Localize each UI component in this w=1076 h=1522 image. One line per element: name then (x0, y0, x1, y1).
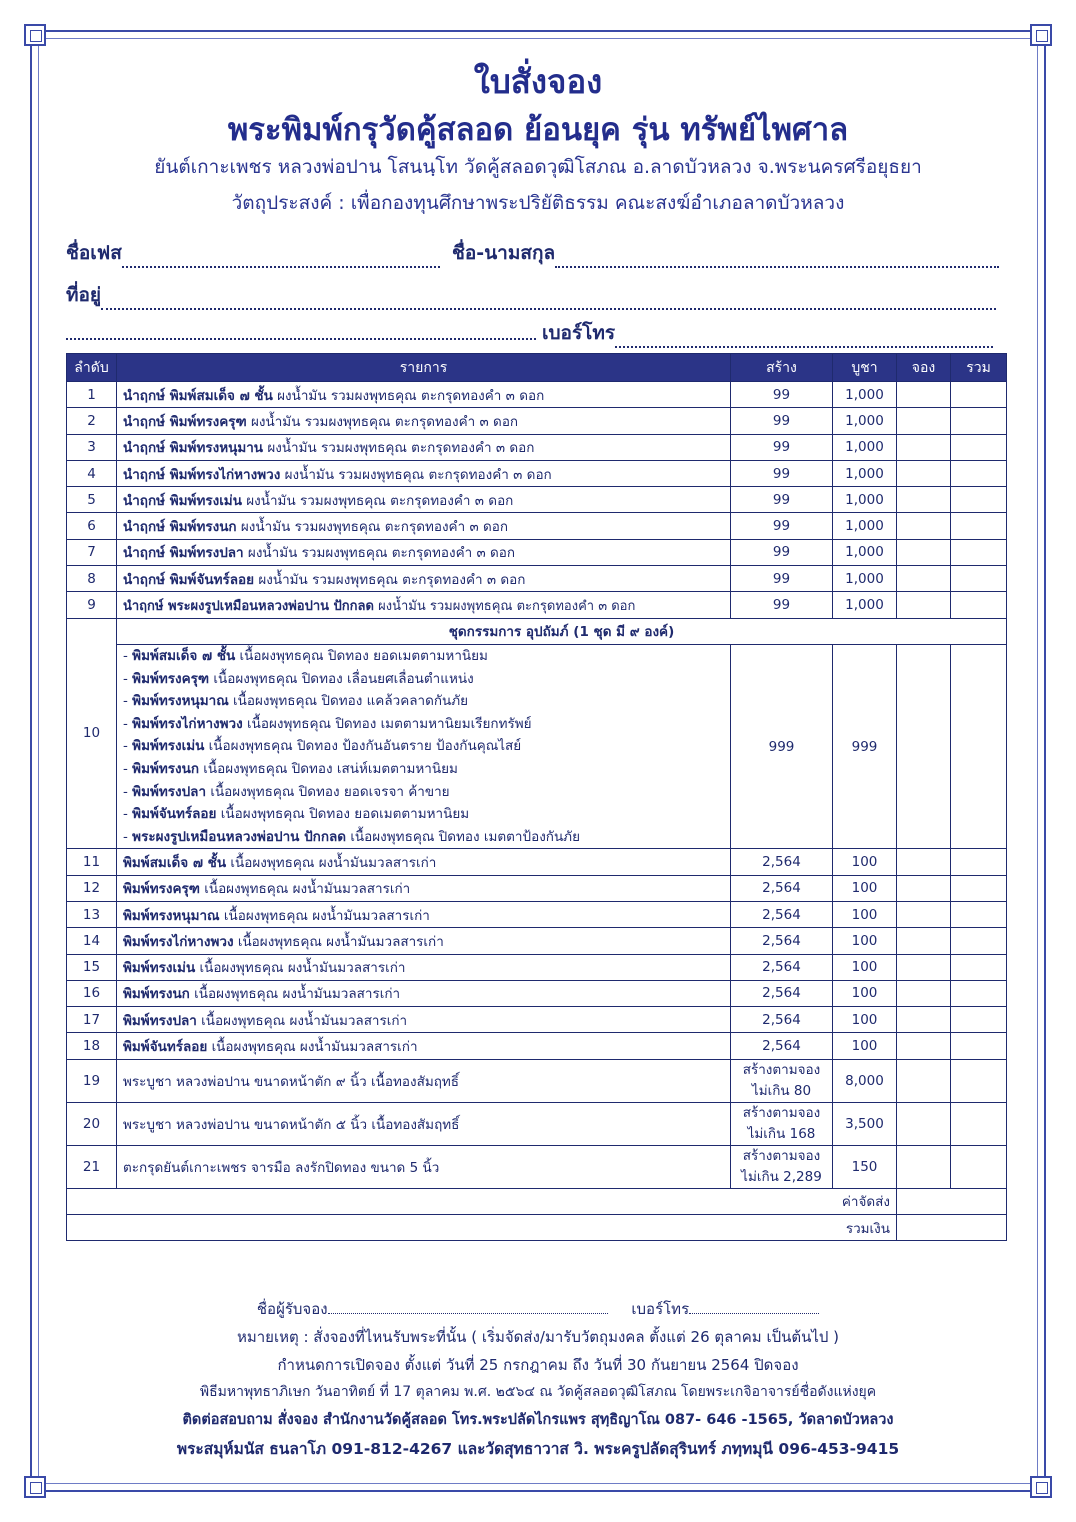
set-items-list (117, 644, 731, 848)
order-table (66, 353, 1007, 1241)
row-total-cell (951, 1007, 1007, 1033)
order-qty-cell[interactable] (897, 1102, 951, 1145)
order-qty-cell[interactable] (897, 849, 951, 875)
list-item: - พิมพ์จันทร์ลอย เนื้อผงพุทธคุณ ปิดทอง ยอดเมตตามหานิยม (123, 806, 470, 823)
col-header-item: รายการ (117, 354, 731, 382)
order-qty-cell[interactable] (897, 382, 951, 408)
order-qty-cell[interactable] (897, 1007, 951, 1033)
table-row: 20 พระบูชา หลวงพ่อปาน ขนาดหน้าตัก ๕ นิ้ว เนื้อทองสัมฤทธิ์ สร้างตามจอง ไม่เกิน 168 3,500 (67, 1102, 1007, 1145)
row-total-cell (951, 487, 1007, 513)
corner-ornament-icon (24, 24, 46, 46)
table-row: 15 พิมพ์ทรงเม่น เนื้อผงพุทธคุณ ผงน้ำมันมวลสารเก่า 2,564 100 (67, 954, 1007, 980)
full-name-field[interactable] (452, 238, 999, 268)
row-total-cell (951, 875, 1007, 901)
order-qty-cell[interactable] (897, 875, 951, 901)
receiver-label: ชื่อผู้รับจอง (256, 1300, 328, 1318)
receiver-line (0, 1297, 1076, 1321)
row-total-cell (951, 592, 1007, 618)
facebook-name-label: ชื่อเฟส (66, 242, 122, 264)
table-row: 8 นำฤกษ์ พิมพ์จันทร์ลอย ผงน้ำมัน รวมผงพุทธคุณ ตะกรุดทองคำ ๓ ดอก 99 1,000 (67, 566, 1007, 592)
order-qty-cell[interactable] (897, 460, 951, 486)
receiver-phone-field[interactable] (689, 1300, 819, 1314)
full-name-label: ชื่อ-นามสกุล (452, 242, 556, 264)
form-title: ใบสั่งจอง (473, 62, 603, 101)
total-row (67, 1214, 1007, 1240)
list-item: - พิมพ์สมเด็จ ๗ ชั้น เนื้อผงพุทธคุณ ปิดทอง ยอดเมตตามหานิยม (123, 647, 488, 664)
list-item: - พระผงรูปเหมือนหลวงพ่อปาน ปักกลด เนื้อผงพุทธคุณ ปิดทอง เมตตาป้องกันภัย (123, 828, 580, 845)
table-row-set-heading: 10 ชุดกรรมการ อุปถัมภ์ (1 ชุด มี ๙ องค์) (67, 618, 1007, 644)
table-row: 7 นำฤกษ์ พิมพ์ทรงปลา ผงน้ำมัน รวมผงพุทธคุณ ตะกรุดทองคำ ๓ ดอก 99 1,000 (67, 539, 1007, 565)
shipping-label: ค่าจัดส่ง (67, 1188, 897, 1214)
order-qty-cell[interactable] (897, 928, 951, 954)
table-row: 5 นำฤกษ์ พิมพ์ทรงเม่น ผงน้ำมัน รวมผงพุทธคุณ ตะกรุดทองคำ ๓ ดอก 99 1,000 (67, 487, 1007, 513)
receiver-phone-label: เบอร์โทร (631, 1300, 690, 1318)
ceremony-line: พิธีมหาพุทธาภิเษก วันอาทิตย์ ที่ 17 ตุลาคม พ.ศ. ๒๕๖๔ ณ วัดคู้สลอดวุฒิโสภณ โดยพระเกจิอาจารย์ชื่อดังแห่งยุค (199, 1384, 877, 1400)
contact-line-1: ติดต่อสอบถาม สั่งจอง สำนักงานวัดคู้สลอด โทร.พระปลัดไกรแพร สุทฺธิญาโณ 087- 646 -1565, วัดลาดบัวหลวง (182, 1412, 894, 1428)
row-total-cell (951, 539, 1007, 565)
address-line-2-field[interactable] (66, 318, 536, 340)
grand-total-cell[interactable] (897, 1214, 1007, 1240)
corner-ornament-icon (1030, 1476, 1052, 1498)
order-qty-cell[interactable] (897, 592, 951, 618)
col-header-price: บูชา (833, 354, 897, 382)
form-subtitle: พระพิมพ์กรุวัดคู้สลอด ย้อนยุค รุ่น ทรัพย์ไพศาล (227, 112, 849, 148)
table-row: 16 พิมพ์ทรงนก เนื้อผงพุทธคุณ ผงน้ำมันมวลสารเก่า 2,564 100 (67, 980, 1007, 1006)
list-item: - พิมพ์ทรงครุฑ เนื้อผงพุทธคุณ ปิดทอง เลื่อนยศเลื่อนตำแหน่ง (123, 670, 474, 687)
order-qty-cell[interactable] (897, 1059, 951, 1102)
table-row: 19 พระบูชา หลวงพ่อปาน ขนาดหน้าตัก ๙ นิ้ว เนื้อทองสัมฤทธิ์ สร้างตามจอง ไม่เกิน 80 8,000 (67, 1059, 1007, 1102)
shipping-amount-cell[interactable] (897, 1188, 1007, 1214)
row-total-cell (951, 644, 1007, 848)
table-row: 21 ตะกรุดยันต์เกาะเพชร จารมือ ลงรักปิดทอง ขนาด 5 นิ้ว สร้างตามจอง ไม่เกิน 2,289 150 (67, 1145, 1007, 1188)
row-total-cell (951, 513, 1007, 539)
table-row: 4 นำฤกษ์ พิมพ์ทรงไก่หางพวง ผงน้ำมัน รวมผงพุทธคุณ ตะกรุดทองคำ ๓ ดอก 99 1,000 (67, 460, 1007, 486)
period-line: กำหนดการเปิดจอง ตั้งแต่ วันที่ 25 กรกฎาคม ถึง วันที่ 30 กันยายน 2564 ปิดจอง (277, 1356, 799, 1374)
table-row: 12 พิมพ์ทรงครุฑ เนื้อผงพุทธคุณ ผงน้ำมันมวลสารเก่า 2,564 100 (67, 875, 1007, 901)
address-label: ที่อยู่ (66, 284, 102, 306)
order-qty-cell[interactable] (897, 566, 951, 592)
amulet-description: ยันต์เกาะเพชร หลวงพ่อปาน โสนนฺโท วัดคู้สลอดวุฒิโสภณ อ.ลาดบัวหลวง จ.พระนครศรีอยุธยา (154, 156, 922, 178)
row-total-cell (951, 1102, 1007, 1145)
row-total-cell (951, 980, 1007, 1006)
order-qty-cell[interactable] (897, 434, 951, 460)
order-qty-cell[interactable] (897, 408, 951, 434)
row-total-cell (951, 954, 1007, 980)
table-row: 13 พิมพ์ทรงหนุมาณ เนื้อผงพุทธคุณ ผงน้ำมันมวลสารเก่า 2,564 100 (67, 901, 1007, 927)
order-qty-cell[interactable] (897, 980, 951, 1006)
order-qty-cell[interactable] (897, 487, 951, 513)
col-header-total: รวม (951, 354, 1007, 382)
total-label: รวมเงิน (67, 1214, 897, 1240)
order-qty-cell[interactable] (897, 644, 951, 848)
corner-ornament-icon (24, 1476, 46, 1498)
row-total-cell (951, 382, 1007, 408)
table-row-set-items: - พิมพ์สมเด็จ ๗ ชั้น เนื้อผงพุทธคุณ ปิดทอง ยอดเมตตามหานิยม - พิมพ์ทรงครุฑ เนื้อผงพุทธคุณ ปิดทอง เลื่อนยศเลื่อนตำแหน่ง - พิมพ์ทรงหนุมาณ เนื้อผงพุทธคุณ ปิดทอง แคล้วคลาดกันภัย - พิมพ์ทรงไก่หางพวง เนื้อผงพุทธคุณ ปิดทอง เมตตามหานิยมเรียกทรัพย์ - พิมพ์ทรงเม่น เนื้อผงพุทธคุณ ปิดทอง ป้องกันอันตราย ป้องกันคุณไสย์ - พิมพ์ทรงนก เนื้อผงพุทธคุณ ปิดทอง เสน่ห์เมตตามหานิยม - พิมพ์ทรงปลา เนื้อผงพุทธคุณ ปิดทอง ยอดเจรจา ค้าขาย - พิมพ์จันทร์ลอย เนื้อผงพุทธคุณ ปิดทอง ยอดเมตตามหานิยม - พระผงรูปเหมือนหลวงพ่อปาน ปักกลด เนื้อผงพุทธคุณ ปิดทอง เมตตาป้องกันภัย 999 999 (67, 644, 1007, 848)
row-total-cell (951, 434, 1007, 460)
row-total-cell (951, 928, 1007, 954)
row-total-cell (951, 460, 1007, 486)
table-row: 6 นำฤกษ์ พิมพ์ทรงนก ผงน้ำมัน รวมผงพุทธคุณ ตะกรุดทองคำ ๓ ดอก 99 1,000 (67, 513, 1007, 539)
row-total-cell (951, 1059, 1007, 1102)
row-total-cell (951, 849, 1007, 875)
order-qty-cell[interactable] (897, 1033, 951, 1059)
order-qty-cell[interactable] (897, 539, 951, 565)
col-header-order: จอง (897, 354, 951, 382)
order-qty-cell[interactable] (897, 901, 951, 927)
table-row: 3 นำฤกษ์ พิมพ์ทรงหนุมาน ผงน้ำมัน รวมผงพุทธคุณ ตะกรุดทองคำ ๓ ดอก 99 1,000 (67, 434, 1007, 460)
col-header-made: สร้าง (731, 354, 833, 382)
row-total-cell (951, 901, 1007, 927)
table-row: 14 พิมพ์ทรงไก่หางพวง เนื้อผงพุทธคุณ ผงน้ำมันมวลสารเก่า 2,564 100 (67, 928, 1007, 954)
list-item: - พิมพ์ทรงนก เนื้อผงพุทธคุณ ปิดทอง เสน่ห์เมตตามหานิยม (123, 760, 458, 777)
purpose-line: วัตถุประสงค์ : เพื่อกองทุนศึกษาพระปริยัติธรรม คณะสงฆ์อำเภอลาดบัวหลวง (231, 192, 845, 214)
table-header-row (67, 354, 1007, 382)
table-row: 11 พิมพ์สมเด็จ ๗ ชั้น เนื้อผงพุทธคุณ ผงน้ำมันมวลสารเก่า 2,564 100 (67, 849, 1007, 875)
order-qty-cell[interactable] (897, 954, 951, 980)
table-row: 18 พิมพ์จันทร์ลอย เนื้อผงพุทธคุณ ผงน้ำมันมวลสารเก่า 2,564 100 (67, 1033, 1007, 1059)
row-total-cell (951, 408, 1007, 434)
row-total-cell (951, 566, 1007, 592)
table-row: 1 นำฤกษ์ พิมพ์สมเด็จ ๗ ชั้น ผงน้ำมัน รวมผงพุทธคุณ ตะกรุดทองคำ ๓ ดอก 99 1,000 (67, 382, 1007, 408)
order-qty-cell[interactable] (897, 1145, 951, 1188)
row-total-cell (951, 1033, 1007, 1059)
address-field[interactable] (66, 280, 996, 310)
contact-line-2: พระสมุห์มนัส ธนลาโภ 091-812-4267 และวัดสุทธาวาส วิ. พระครูปลัดสุรินทร์ ภทฺทมุนี 096-453-9415 (176, 1440, 900, 1458)
row-total-cell (951, 1145, 1007, 1188)
shipping-row (67, 1188, 1007, 1214)
list-item: - พิมพ์ทรงหนุมาณ เนื้อผงพุทธคุณ ปิดทอง แคล้วคลาดกันภัย (123, 693, 469, 710)
list-item: - พิมพ์ทรงปลา เนื้อผงพุทธคุณ ปิดทอง ยอดเจรจา ค้าขาย (123, 783, 450, 800)
phone-field[interactable] (542, 318, 993, 348)
receiver-field[interactable] (328, 1300, 608, 1314)
table-row: 17 พิมพ์ทรงปลา เนื้อผงพุทธคุณ ผงน้ำมันมวลสารเก่า 2,564 100 (67, 1007, 1007, 1033)
corner-ornament-icon (1030, 24, 1052, 46)
facebook-name-field[interactable] (66, 238, 440, 268)
list-item: - พิมพ์ทรงไก่หางพวง เนื้อผงพุทธคุณ ปิดทอง เมตตามหานิยมเรียกทรัพย์ (123, 715, 532, 732)
list-item: - พิมพ์ทรงเม่น เนื้อผงพุทธคุณ ปิดทอง ป้องกันอันตราย ป้องกันคุณไสย์ (123, 738, 522, 755)
col-header-no: ลำดับ (67, 354, 117, 382)
table-row: 9 นำฤกษ์ พระผงรูปเหมือนหลวงพ่อปาน ปักกลด ผงน้ำมัน รวมผงพุทธคุณ ตะกรุดทองคำ ๓ ดอก 99 1,000 (67, 592, 1007, 618)
order-qty-cell[interactable] (897, 513, 951, 539)
note-line: หมายเหตุ : สั่งจองที่ไหนรับพระที่นั้น ( เริ่มจัดส่ง/มารับวัตถุมงคล ตั้งแต่ 26 ตุลาคม เป็นต้นไป ) (236, 1328, 840, 1346)
phone-label: เบอร์โทร (542, 322, 616, 344)
table-row: 2 นำฤกษ์ พิมพ์ทรงครุฑ ผงน้ำมัน รวมผงพุทธคุณ ตะกรุดทองคำ ๓ ดอก 99 1,000 (67, 408, 1007, 434)
